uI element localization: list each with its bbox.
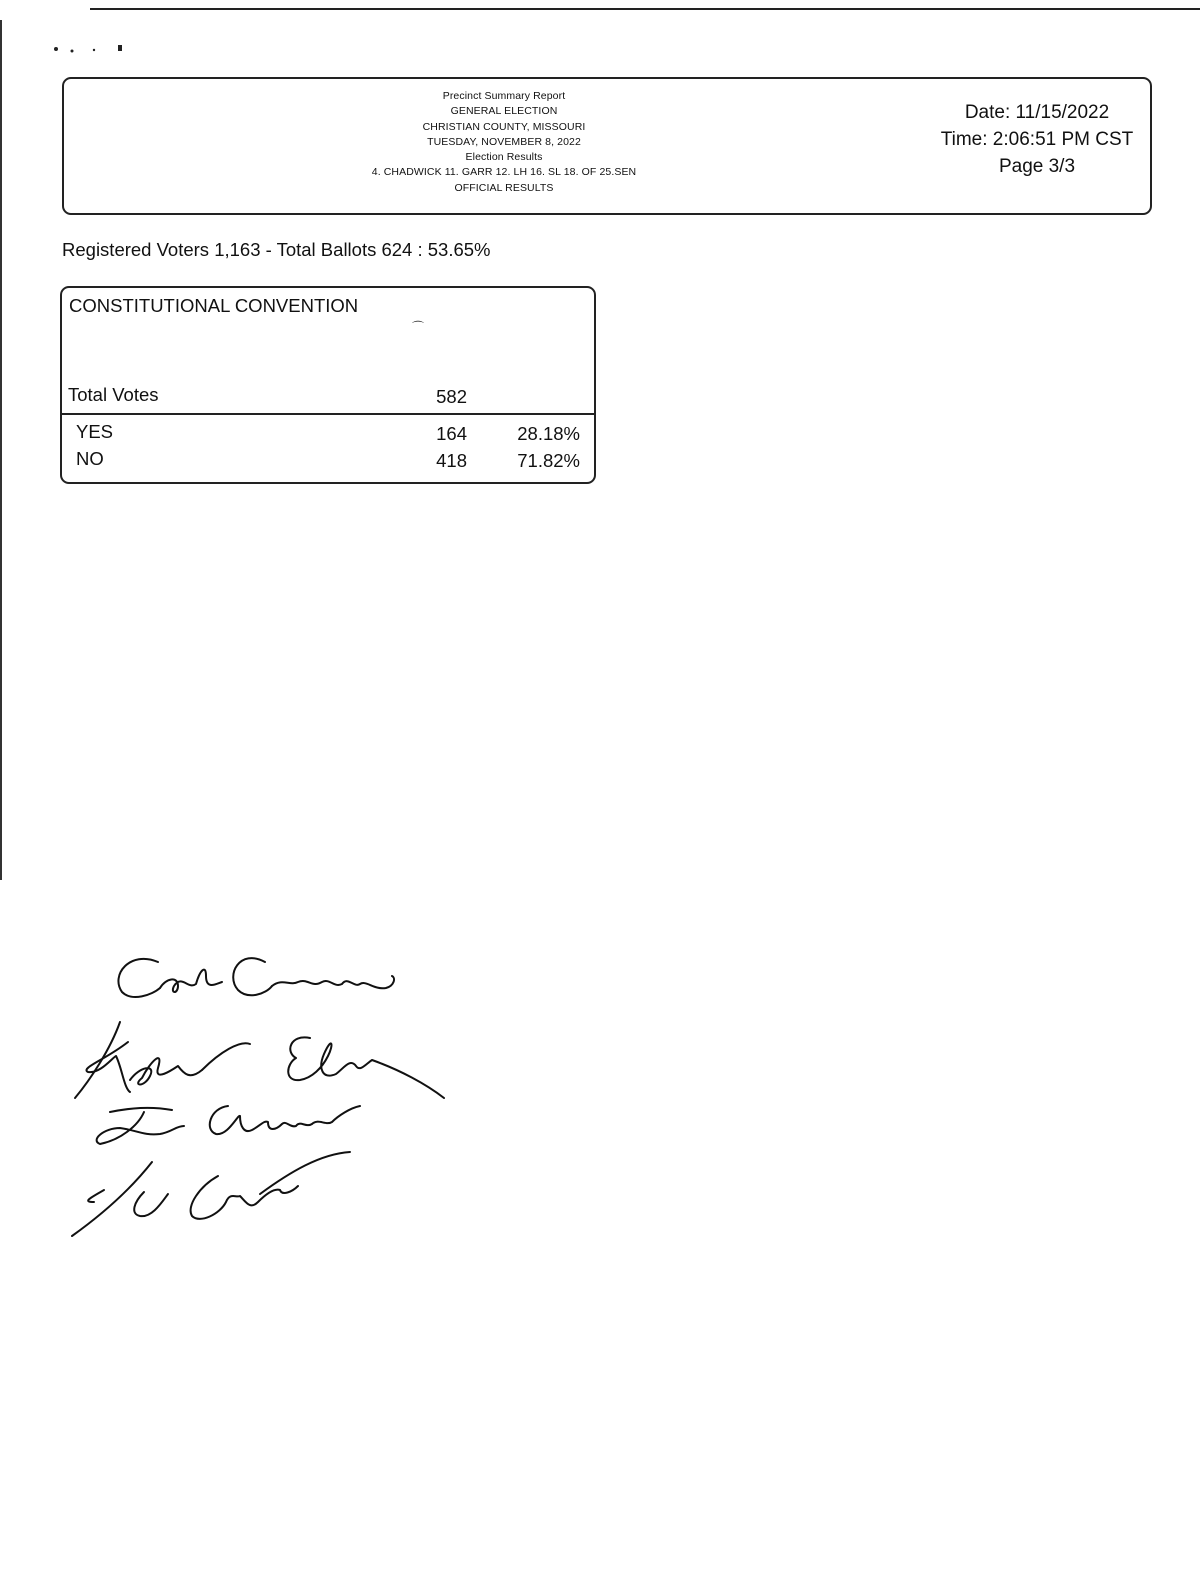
results-label: Election Results: [465, 151, 543, 164]
contest-title: CONSTITUTIONAL CONVENTION: [69, 295, 359, 316]
signature-block: [60, 940, 460, 1250]
choice-name: YES: [76, 421, 114, 442]
choice-votes: 164: [436, 423, 467, 444]
turnout-summary: Registered Voters 1,163 - Total Ballots 624 : 53.65%: [62, 239, 491, 260]
total-votes-label: Total Votes: [68, 384, 159, 405]
report-time: Time: 2:06:51 PM CST: [940, 129, 1134, 150]
total-votes-count: 582: [436, 386, 467, 407]
report-date: Date: 11/15/2022: [964, 102, 1110, 123]
county-name: CHRISTIAN COUNTY, MISSOURI: [422, 120, 586, 133]
choice-percent: 28.18%: [517, 423, 580, 444]
choice-row-yes: [62, 421, 594, 447]
signature-3: [97, 1106, 360, 1144]
choice-row-no: [62, 448, 594, 474]
signature-4: [72, 1152, 350, 1236]
report-title: Precinct Summary Report: [442, 90, 566, 102]
scan-specks: [50, 40, 130, 58]
election-date: TUESDAY, NOVEMBER 8, 2022: [427, 135, 581, 148]
contest-table: [60, 286, 596, 484]
choice-votes: 418: [436, 450, 467, 471]
table-divider: [62, 413, 594, 415]
report-title-block: [314, 89, 694, 196]
report-header: [62, 77, 1152, 215]
scan-left-edge: [0, 20, 2, 880]
choice-percent: 71.82%: [517, 450, 580, 471]
official-results-label: OFFICIAL RESULTS: [454, 181, 554, 194]
choice-name: NO: [76, 448, 104, 469]
report-meta: [932, 99, 1142, 180]
signature-1: [118, 958, 394, 997]
precinct-list: 4. CHADWICK 11. GARR 12. LH 16. SL 18. OF 25.SEN: [371, 166, 637, 179]
stray-mark: ⌒: [412, 320, 425, 334]
signature-2: [75, 1022, 444, 1098]
scan-top-border: [90, 8, 1200, 10]
page-number: Page 3/3: [998, 156, 1076, 177]
election-name: GENERAL ELECTION: [450, 105, 558, 118]
